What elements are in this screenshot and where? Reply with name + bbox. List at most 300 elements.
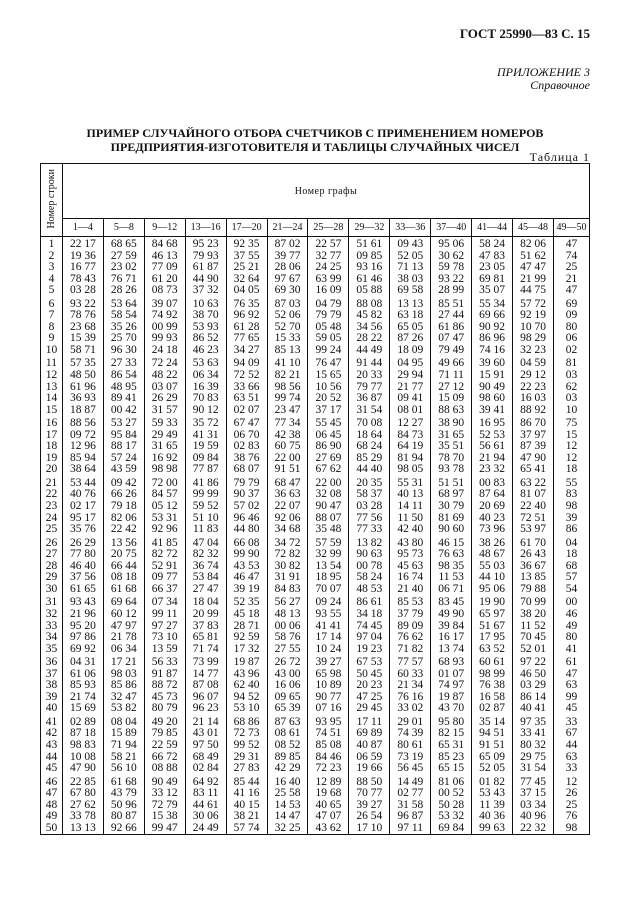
table-cell: 46 47 [226, 572, 267, 584]
table-cell: 39 41 [472, 405, 513, 417]
table-cell: 53 10 [226, 703, 267, 715]
table-cell: 87 02 [267, 237, 308, 251]
table-cell: 53 93 [185, 322, 226, 334]
table-cell: 69 58 [390, 285, 431, 297]
table-cell: 09 41 [390, 393, 431, 405]
table-cell: 25 58 [267, 788, 308, 800]
table-cell: 63 52 [472, 644, 513, 656]
table-cell: 08 18 [103, 572, 144, 584]
table-cell: 39 19 [226, 584, 267, 596]
table-cell: 91 87 [144, 669, 185, 681]
table-cell: 70 07 [308, 584, 349, 596]
table-cell: 81 69 [431, 513, 472, 525]
table-cell: 87 03 [267, 297, 308, 311]
table-cell: 28 22 [349, 333, 390, 345]
table-cell: 74 39 [390, 728, 431, 740]
table-cell: 16 58 [472, 692, 513, 704]
table-cell: 36 67 [513, 561, 554, 573]
table-cell: 46 15 [431, 536, 472, 550]
table-cell: 43 53 [226, 561, 267, 573]
table-cell: 07 34 [144, 595, 185, 609]
table-cell: 28 06 [267, 262, 308, 274]
table-cell: 27 69 [308, 453, 349, 465]
table-cell: 90 12 [185, 405, 226, 417]
table-cell: 17 95 [472, 632, 513, 644]
table-cell: 67 47 [226, 416, 267, 430]
table-cell: 31 54 [513, 763, 554, 775]
row-number: 32 [41, 609, 63, 621]
table-cell: 58 37 [349, 489, 390, 501]
table-cell: 95 23 [185, 237, 226, 251]
table-cell: 51 67 [472, 621, 513, 633]
table-cell: 20 33 [349, 370, 390, 382]
table-cell: 87 39 [513, 441, 554, 453]
row-number: 8 [41, 322, 63, 334]
table-cell: 97 67 [267, 274, 308, 286]
table-cell: 00 52 [431, 788, 472, 800]
table-row [41, 416, 590, 430]
table-cell: 61 20 [144, 274, 185, 286]
table-cell: 83 45 [431, 595, 472, 609]
table-cell: 47 97 [103, 621, 144, 633]
row-number: 31 [41, 595, 63, 609]
table-cell: 26 [554, 788, 590, 800]
table-cell: 41 31 [185, 430, 226, 442]
table-cell: 58 76 [267, 632, 308, 644]
table-cell: 13 56 [103, 536, 144, 550]
table-cell: 86 61 [349, 595, 390, 609]
table-cell: 64 19 [390, 441, 431, 453]
table-cell: 41 86 [185, 476, 226, 490]
table-cell: 48 95 [103, 382, 144, 394]
table-cell: 65 05 [390, 322, 431, 334]
table-cell: 18 87 [62, 405, 103, 417]
table-cell: 83 11 [185, 788, 226, 800]
table-cell: 40 13 [390, 489, 431, 501]
table-cell: 99 [554, 692, 590, 704]
row-number: 21 [41, 476, 63, 490]
table-cell: 33 41 [513, 728, 554, 740]
table-cell: 86 90 [308, 441, 349, 453]
row-number: 25 [41, 524, 63, 536]
table-cell: 99 52 [226, 740, 267, 752]
table-cell: 56 33 [144, 655, 185, 669]
table-cell: 16 39 [185, 382, 226, 394]
table-cell: 12 96 [62, 441, 103, 453]
table-cell: 40 36 [472, 811, 513, 823]
table-cell: 22 57 [308, 237, 349, 251]
table-cell: 47 47 [513, 262, 554, 274]
table-cell: 44 10 [472, 572, 513, 584]
table-row [41, 740, 590, 752]
table-cell: 66 44 [103, 561, 144, 573]
table-cell: 57 59 [308, 536, 349, 550]
table-cell: 29 94 [390, 370, 431, 382]
table-cell: 92 06 [267, 513, 308, 525]
row-number: 30 [41, 584, 63, 596]
table-cell: 77 56 [349, 513, 390, 525]
table-cell: 42 40 [390, 524, 431, 536]
table-cell: 86 14 [513, 692, 554, 704]
table-cell: 89 09 [390, 621, 431, 633]
table-cell: 08 52 [267, 740, 308, 752]
table-cell: 77 34 [267, 416, 308, 430]
table-cell: 06 45 [308, 430, 349, 442]
table-cell: 36 63 [267, 489, 308, 501]
table-cell: 10 63 [185, 297, 226, 311]
table-cell: 06 70 [226, 430, 267, 442]
table-cell: 02 84 [185, 763, 226, 775]
table-cell: 43 00 [267, 669, 308, 681]
table-cell: 97 35 [513, 715, 554, 729]
table-cell: 47 [554, 237, 590, 251]
table-cell: 33 12 [144, 788, 185, 800]
row-number: 38 [41, 680, 63, 692]
table-cell: 20 99 [185, 609, 226, 621]
table-cell: 77 87 [185, 464, 226, 476]
table-cell: 61 68 [103, 584, 144, 596]
table-cell: 90 49 [472, 382, 513, 394]
table-cell: 61 06 [62, 669, 103, 681]
table-cell: 79 88 [513, 584, 554, 596]
row-number: 47 [41, 788, 63, 800]
table-cell: 20 35 [349, 476, 390, 490]
table-cell: 35 72 [185, 416, 226, 430]
table-cell: 53 64 [103, 297, 144, 311]
table-cell: 81 06 [431, 775, 472, 789]
row-number: 29 [41, 572, 63, 584]
row-number: 16 [41, 416, 63, 430]
table-cell: 68 97 [431, 489, 472, 501]
table-cell: 22 00 [308, 476, 349, 490]
table-cell: 11 50 [390, 513, 431, 525]
table-cell: 19 59 [185, 441, 226, 453]
table-cell: 29 12 [513, 370, 554, 382]
table-cell: 05 88 [349, 285, 390, 297]
table-cell: 79 18 [103, 501, 144, 513]
table-cell: 04 79 [308, 297, 349, 311]
table-cell: 04 31 [62, 655, 103, 669]
row-number: 2 [41, 251, 63, 263]
table-cell: 82 32 [185, 549, 226, 561]
table-cell: 97 22 [513, 655, 554, 669]
table-cell: 68 93 [431, 655, 472, 669]
table-cell: 52 06 [267, 310, 308, 322]
table-cell: 33 [554, 763, 590, 775]
column-header: 41—44 [472, 219, 513, 237]
table-cell: 96 23 [185, 703, 226, 715]
table-cell: 32 25 [267, 823, 308, 835]
table-cell: 99 24 [308, 345, 349, 357]
table-cell: 95 17 [62, 513, 103, 525]
table-cell: 96 30 [103, 345, 144, 357]
table-cell: 09 84 [185, 453, 226, 465]
table-cell: 84 68 [144, 237, 185, 251]
table-cell: 21 74 [62, 692, 103, 704]
table-cell: 90 60 [431, 524, 472, 536]
page-title: ПРИМЕР СЛУЧАЙНОГО ОТБОРА СЧЕТЧИКОВ С ПРИМЕНЕНИЕМ НОМЕРОВ ПРЕДПРИЯТИЯ-ИЗГОТОВИТЕЛЯ И ТАБЛИЦЫ СЛУЧАЙНЫХ ЧИСЕЛ [86, 126, 544, 154]
table-cell: 39 84 [431, 621, 472, 633]
table-cell: 26 29 [144, 393, 185, 405]
column-header: 33—36 [390, 219, 431, 237]
table-cell: 58 54 [103, 310, 144, 322]
table-cell: 02 89 [62, 715, 103, 729]
table-cell: 19 66 [349, 763, 390, 775]
table-cell: 10 08 [62, 752, 103, 764]
row-number: 7 [41, 310, 63, 322]
table-cell: 45 63 [390, 561, 431, 573]
table-cell: 11 83 [185, 524, 226, 536]
table-cell: 27 33 [103, 356, 144, 370]
table-cell: 27 62 [62, 800, 103, 812]
table-cell: 95 06 [431, 237, 472, 251]
table-cell: 61 86 [431, 322, 472, 334]
table-cell: 99 93 [144, 333, 185, 345]
table-cell: 15 39 [62, 333, 103, 345]
row-number: 9 [41, 333, 63, 345]
table-cell: 79 49 [431, 345, 472, 357]
row-number: 5 [41, 285, 63, 297]
table-cell: 19 36 [62, 251, 103, 263]
table-cell: 85 23 [431, 752, 472, 764]
table-cell: 19 87 [226, 655, 267, 669]
table-cell: 16 77 [62, 262, 103, 274]
column-headers-row [41, 219, 590, 237]
table-cell: 16 03 [513, 393, 554, 405]
table-cell: 81 [554, 356, 590, 370]
table-cell: 68 86 [226, 715, 267, 729]
table-cell: 84 46 [308, 752, 349, 764]
table-cell: 67 53 [349, 655, 390, 669]
table-cell: 24 18 [144, 345, 185, 357]
table-cell: 14 47 [267, 811, 308, 823]
column-header: 25—28 [308, 219, 349, 237]
table-cell: 74 92 [144, 310, 185, 322]
table-cell: 38 76 [226, 453, 267, 465]
appendix-label [497, 66, 590, 92]
table-cell: 19 68 [308, 788, 349, 800]
table-row [41, 715, 590, 729]
table-cell: 90 49 [144, 775, 185, 789]
table-cell: 09 [554, 310, 590, 322]
table-cell: 93 43 [62, 595, 103, 609]
table-cell: 52 70 [267, 322, 308, 334]
table-cell: 14 77 [185, 669, 226, 681]
table-cell: 47 90 [62, 763, 103, 775]
table-cell: 95 73 [390, 549, 431, 561]
row-number-header: Номер строки [41, 164, 63, 237]
table-cell: 92 59 [226, 632, 267, 644]
table-cell: 15 38 [144, 811, 185, 823]
table-cell: 09 65 [267, 692, 308, 704]
table-cell: 97 86 [62, 632, 103, 644]
table-cell: 51 10 [185, 513, 226, 525]
table-cell: 22 85 [62, 775, 103, 789]
table-cell: 97 11 [390, 823, 431, 835]
table-cell: 88 63 [431, 405, 472, 417]
table-cell: 65 98 [308, 669, 349, 681]
table-cell: 09 42 [103, 476, 144, 490]
table-cell: 53 44 [62, 476, 103, 490]
table-cell: 03 [554, 370, 590, 382]
table-cell: 43 96 [226, 669, 267, 681]
table-cell: 49 [554, 621, 590, 633]
table-cell: 45 73 [144, 692, 185, 704]
table-cell: 69 84 [431, 823, 472, 835]
table-cell: 47 25 [349, 692, 390, 704]
table-cell: 08 04 [103, 715, 144, 729]
table-cell: 88 92 [513, 405, 554, 417]
table-cell: 96 92 [226, 310, 267, 322]
table-cell: 68 [554, 561, 590, 573]
table-cell: 91 51 [472, 740, 513, 752]
table-cell: 27 44 [431, 310, 472, 322]
table-cell: 74 45 [349, 621, 390, 633]
table-cell: 93 95 [308, 715, 349, 729]
table-cell: 85 29 [349, 453, 390, 465]
row-number: 11 [41, 356, 63, 370]
table-row [41, 237, 590, 251]
table-cell: 40 96 [513, 811, 554, 823]
table-cell: 79 79 [226, 476, 267, 490]
table-cell: 34 56 [349, 322, 390, 334]
table-row [41, 393, 590, 405]
table-cell: 21 77 [390, 382, 431, 394]
table-cell: 10 89 [308, 680, 349, 692]
table-cell: 94 52 [226, 692, 267, 704]
table-cell: 32 77 [308, 251, 349, 263]
table-cell: 15 09 [431, 393, 472, 405]
table-cell: 52 53 [472, 430, 513, 442]
table-cell: 48 53 [349, 584, 390, 596]
table-cell: 52 91 [144, 561, 185, 573]
table-cell: 72 00 [144, 476, 185, 490]
table-cell: 18 [554, 464, 590, 476]
table-cell: 47 04 [185, 536, 226, 550]
table-cell: 98 29 [513, 333, 554, 345]
table-cell: 31 91 [267, 572, 308, 584]
table-cell: 67 [554, 728, 590, 740]
table-cell: 97 04 [349, 632, 390, 644]
table-row [41, 501, 590, 513]
table-cell: 37 56 [62, 572, 103, 584]
table-cell: 32 08 [308, 489, 349, 501]
table-cell: 68 07 [226, 464, 267, 476]
table-cell: 56 45 [390, 763, 431, 775]
table-cell: 47 90 [513, 453, 554, 465]
table-cell: 74 16 [472, 345, 513, 357]
row-number: 34 [41, 632, 63, 644]
row-number: 37 [41, 669, 63, 681]
table-cell: 77 80 [62, 549, 103, 561]
table-cell: 57 35 [62, 356, 103, 370]
table-cell: 37 32 [185, 285, 226, 297]
table-cell: 13 13 [390, 297, 431, 311]
row-number: 13 [41, 382, 63, 394]
row-number: 39 [41, 692, 63, 704]
table-cell: 22 32 [513, 823, 554, 835]
table-cell: 38 90 [431, 416, 472, 430]
table-cell: 78 76 [62, 310, 103, 322]
table-cell: 43 01 [185, 728, 226, 740]
table-cell: 04 05 [226, 285, 267, 297]
table-cell: 55 03 [472, 561, 513, 573]
table-cell: 53 84 [185, 572, 226, 584]
table-cell: 06 34 [185, 370, 226, 382]
table-row [41, 345, 590, 357]
table-cell: 09 85 [349, 251, 390, 263]
table-cell: 23 47 [267, 405, 308, 417]
table-cell: 21 [554, 274, 590, 286]
appendix-type: Справочное [530, 78, 590, 92]
table-cell: 07 16 [308, 703, 349, 715]
table-cell: 05 12 [144, 501, 185, 513]
table-cell: 53 43 [472, 788, 513, 800]
table-cell: 61 65 [62, 584, 103, 596]
table-cell: 26 29 [62, 536, 103, 550]
table-cell: 52 35 [226, 595, 267, 609]
table-cell: 59 33 [144, 416, 185, 430]
table-cell: 13 85 [513, 572, 554, 584]
table-cell: 22 42 [103, 524, 144, 536]
table-cell: 41 85 [144, 536, 185, 550]
table-cell: 46 13 [144, 251, 185, 263]
row-number: 43 [41, 740, 63, 752]
table-cell: 29 49 [144, 430, 185, 442]
table-cell: 83 [554, 489, 590, 501]
table-cell: 69 66 [472, 310, 513, 322]
row-number: 33 [41, 621, 63, 633]
table-cell: 27 59 [103, 251, 144, 263]
table-cell: 14 53 [267, 800, 308, 812]
table-cell: 02 17 [62, 501, 103, 513]
table-cell: 82 06 [103, 513, 144, 525]
table-cell: 85 53 [390, 595, 431, 609]
table-cell: 26 72 [267, 655, 308, 669]
table-cell: 22 00 [267, 453, 308, 465]
table-cell: 45 82 [349, 310, 390, 322]
table-cell: 28 71 [226, 621, 267, 633]
table-cell: 59 78 [431, 262, 472, 274]
table-cell: 12 27 [390, 416, 431, 430]
table-cell: 82 06 [513, 237, 554, 251]
table-cell: 74 51 [308, 728, 349, 740]
table-cell: 36 93 [62, 393, 103, 405]
table-cell: 57 02 [226, 501, 267, 513]
table-cell: 11 39 [472, 800, 513, 812]
table-cell: 09 43 [390, 237, 431, 251]
table-cell: 70 45 [513, 632, 554, 644]
table-cell: 87 26 [390, 333, 431, 345]
table-cell: 12 [554, 775, 590, 789]
table-cell: 57 24 [103, 453, 144, 465]
table-cell: 30 82 [267, 561, 308, 573]
table-cell: 69 64 [103, 595, 144, 609]
table-cell: 95 84 [103, 430, 144, 442]
table-cell: 86 54 [103, 370, 144, 382]
table-cell: 80 [554, 322, 590, 334]
table-cell: 87 08 [185, 680, 226, 692]
table-cell: 96 87 [390, 811, 431, 823]
table-row [41, 297, 590, 311]
table-cell: 69 89 [349, 728, 390, 740]
table-cell: 57 [554, 572, 590, 584]
table-cell: 85 86 [103, 680, 144, 692]
row-number: 10 [41, 345, 63, 357]
table-cell: 32 23 [513, 345, 554, 357]
table-cell: 55 [554, 476, 590, 490]
table-cell: 46 40 [62, 561, 103, 573]
